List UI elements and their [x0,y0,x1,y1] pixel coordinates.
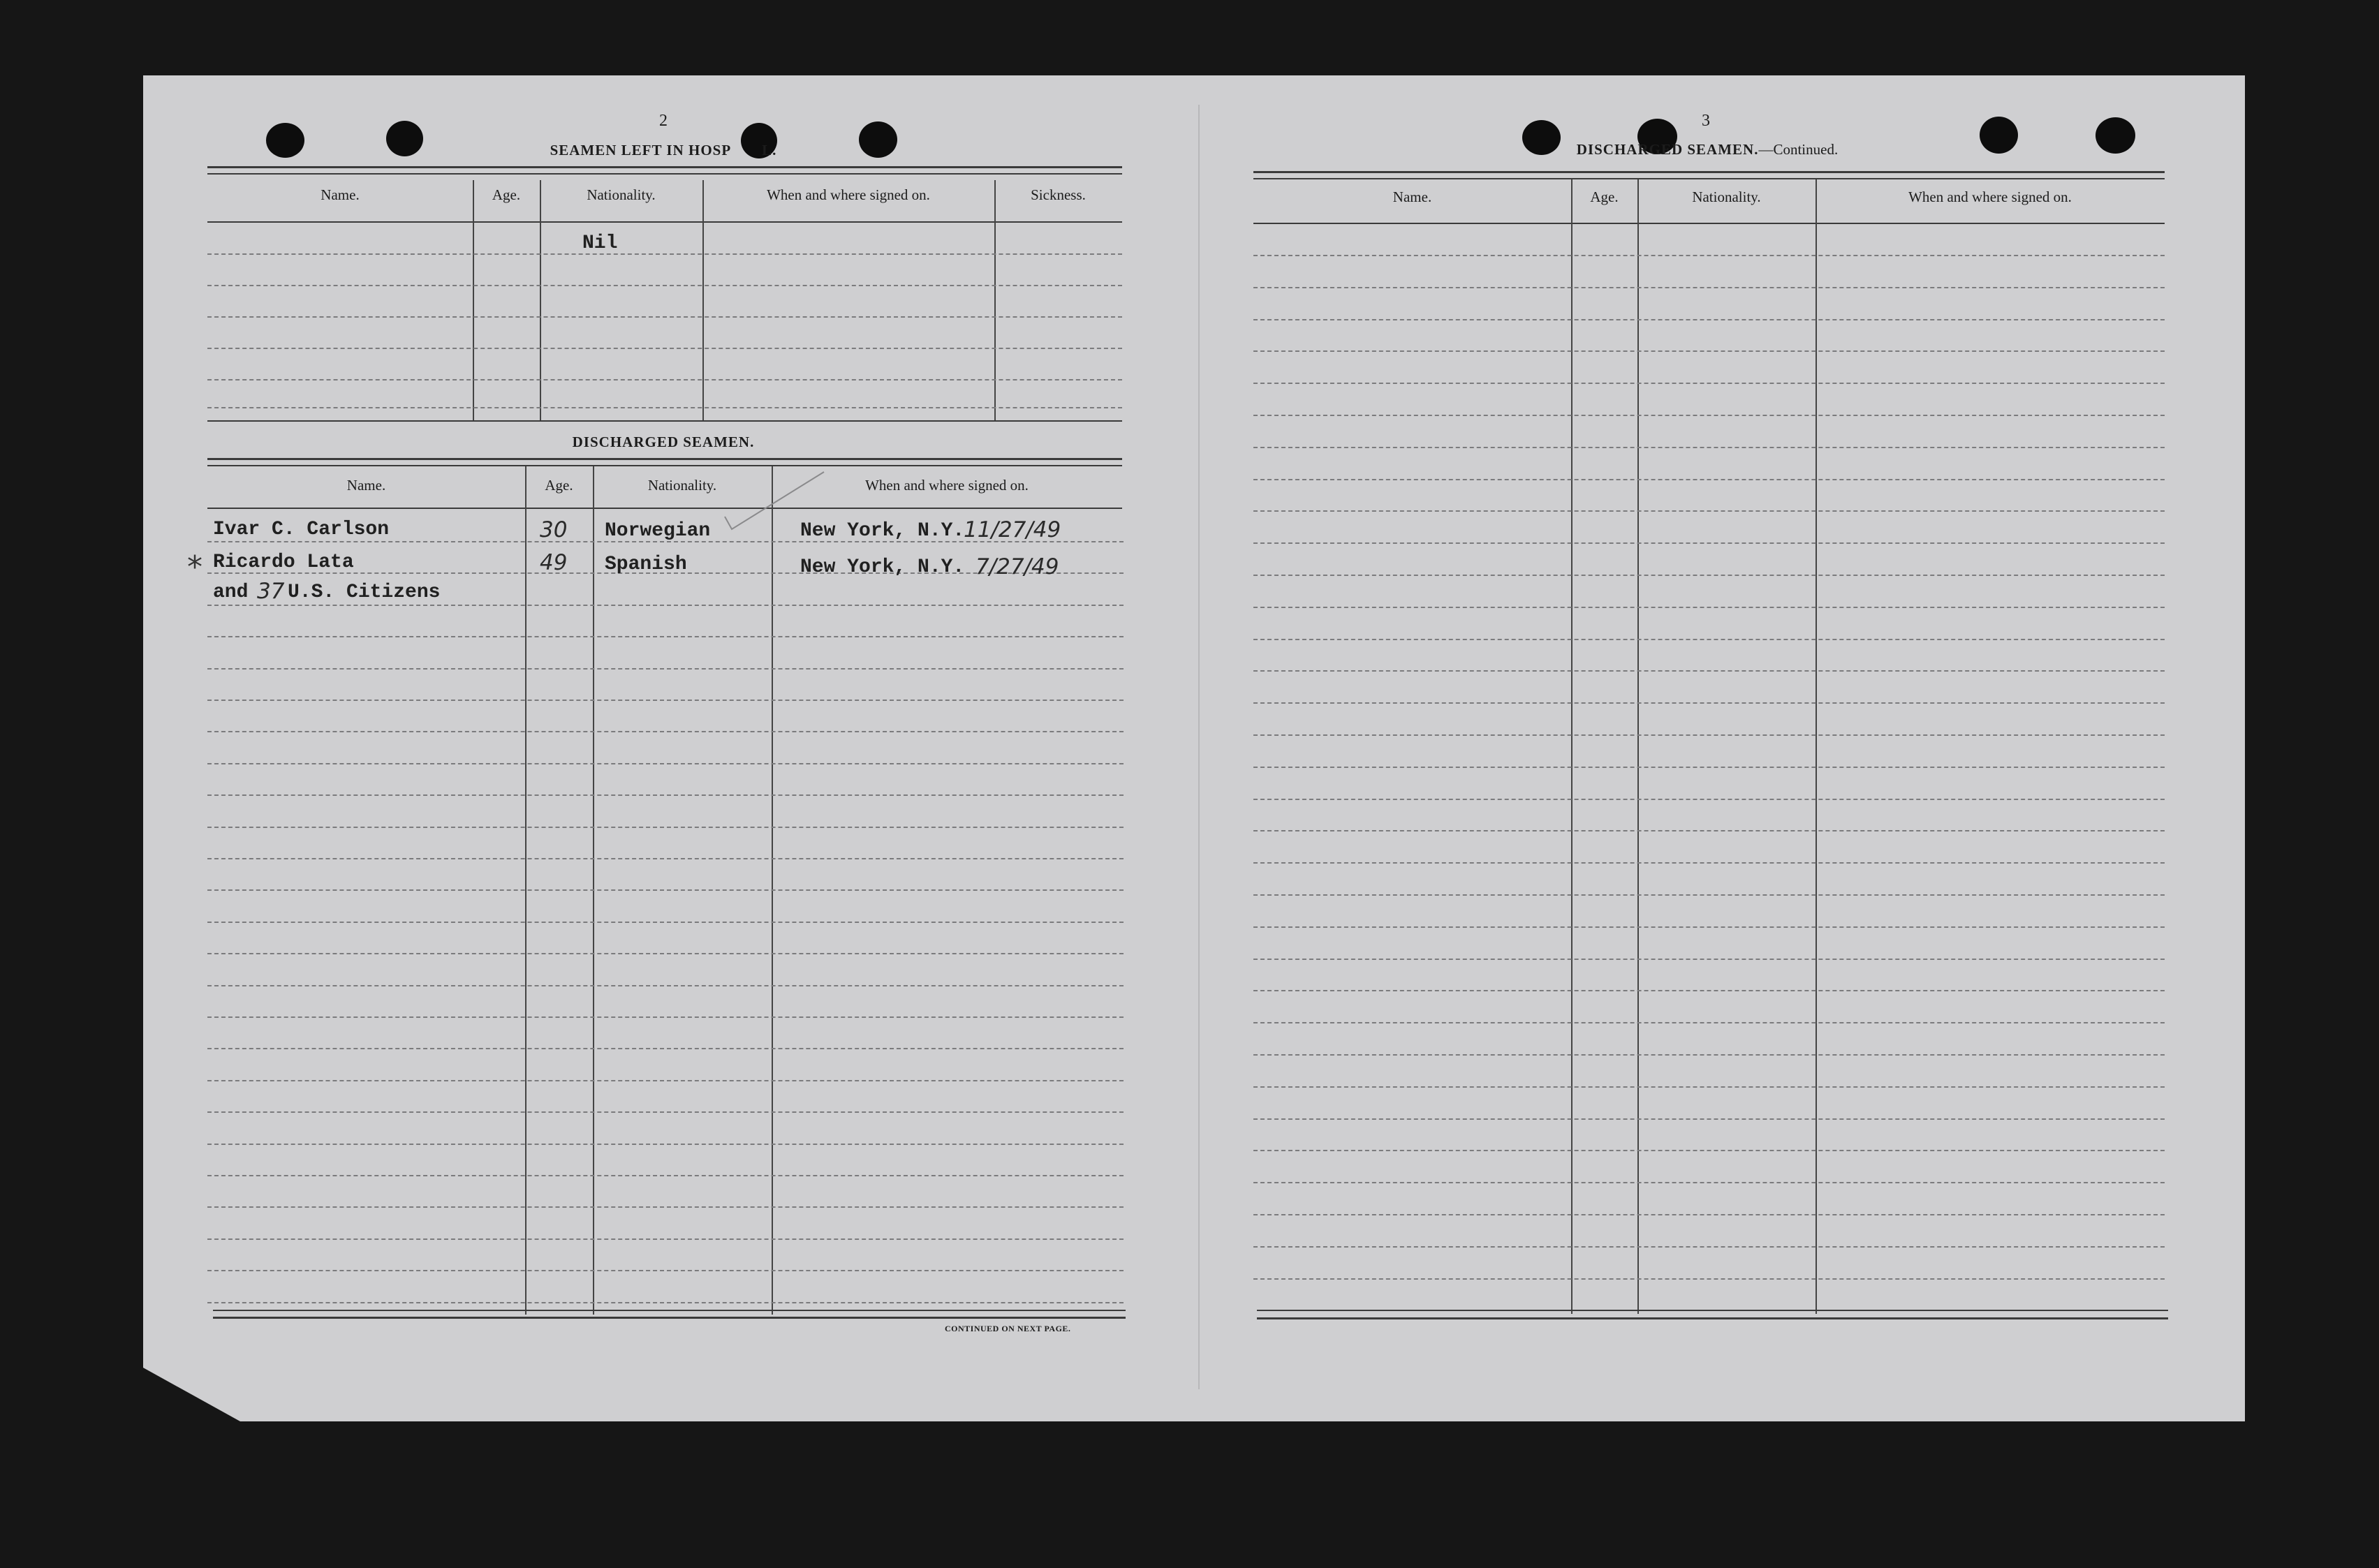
punch-hole [2096,117,2135,154]
entry-line [1253,479,2165,480]
discharged-header-nationality: Nationality. [647,477,717,494]
rule [1253,178,2165,179]
hosp-header-age: Age. [492,186,521,203]
entry-line [207,1144,1124,1145]
entry-line [1253,1278,2165,1280]
entry-line [1253,447,2165,448]
rule [207,173,1122,175]
entry-line [207,1175,1124,1176]
right-header-nationality: Nationality. [1692,188,1761,205]
rule [1253,171,2165,173]
entry-line [207,348,1122,349]
entry-line [1253,383,2165,384]
column-divider [702,180,704,421]
entry-line [207,1080,1124,1081]
entry-line [207,668,1124,670]
discharged-header-name: Name. [346,477,386,494]
row-nationality: Norwegian [605,520,711,542]
entry-line [207,605,1124,606]
hospital-section-title: SEAMEN LEFT IN HOSP L. [550,142,777,158]
rule [207,166,1122,168]
entry-line [1253,926,2165,928]
document-sheet [143,75,2245,1421]
entry-line [1253,702,2165,704]
entry-line [207,794,1124,796]
entry-line [207,379,1122,380]
entry-line [207,1206,1124,1208]
rule [1253,223,2165,224]
check-mark-icon [719,466,831,536]
right-title-main: DISCHARGED SEAMEN. [1576,141,1759,158]
column-divider [1571,179,1573,1314]
entry-line [207,1111,1124,1113]
entry-line [1253,287,2165,288]
hosp-header-signed-on: When and where signed on. [767,186,930,203]
row-name: Ivar C. Carlson [213,519,390,540]
entry-line [1253,639,2165,640]
page-number-left: 2 [659,112,668,130]
entry-line [207,985,1124,986]
column-divider [1637,179,1639,1314]
row-date: 7/27/49 [975,554,1059,579]
right-header-signed-on: When and where signed on. [1908,188,2072,205]
hosp-header-name: Name. [321,186,360,203]
discharged-header-age: Age. [545,477,573,494]
right-section-title [1547,141,1868,158]
entry-line [207,636,1124,637]
row-place: New York, N.Y. [800,556,965,578]
punch-hole [1980,117,2018,154]
entry-line [1253,734,2165,736]
entry-line [207,953,1124,954]
row-place: New York, N.Y. [800,520,965,542]
entry-line [1253,894,2165,896]
entry-line [1253,1118,2165,1120]
right-header-name: Name. [1392,188,1432,205]
entry-line [207,827,1124,828]
entry-line [1253,1182,2165,1183]
rule [207,221,1122,223]
extra-line-prefix: and [213,582,249,603]
rule [1257,1310,2168,1311]
column-divider [994,180,996,421]
entry-line [207,763,1124,764]
entry-line [1253,607,2165,608]
discharged-header-signed-on: When and where signed on. [865,477,1029,494]
entry-line [207,700,1124,701]
entry-line [207,922,1124,923]
discharged-section-title: DISCHARGED SEAMEN. [572,434,755,450]
punch-hole [859,121,897,158]
entry-line [1253,1246,2165,1248]
entry-line [1253,670,2165,672]
entry-line [1253,1086,2165,1088]
entry-line [207,285,1122,286]
row-date: 11/27/49 [964,517,1061,542]
entry-line [1253,1022,2165,1023]
entry-line [207,1238,1124,1240]
column-divider [1815,179,1817,1314]
column-divider [540,180,541,421]
rule [207,465,1122,466]
entry-line [1253,830,2165,831]
entry-line [1253,575,2165,576]
continued-footer: CONTINUED ON NEXT PAGE. [945,1324,1071,1333]
rule [213,1317,1126,1319]
page-fold [1198,105,1200,1389]
entry-line [1253,1150,2165,1151]
hosp-header-nationality: Nationality. [587,186,656,203]
rule [207,458,1122,460]
row-age: 49 [540,550,568,575]
entry-line [207,731,1124,732]
punch-hole [266,123,304,158]
rule [1257,1317,2168,1319]
entry-line [1253,862,2165,864]
entry-line [1253,799,2165,800]
hospital-entry-nil: Nil [582,232,618,254]
row-name: Ricardo Lata [213,552,354,573]
entry-line [207,1016,1124,1018]
entry-line [1253,1054,2165,1056]
row-nationality: Spanish [605,554,687,575]
entry-line [1253,350,2165,352]
entry-line [1253,319,2165,320]
entry-line [1253,990,2165,991]
rule [207,508,1122,509]
entry-line [207,1048,1124,1049]
right-header-age: Age. [1590,188,1619,205]
entry-line [1253,255,2165,256]
rule [213,1310,1126,1311]
extra-line-suffix: U.S. Citizens [288,582,441,603]
punch-hole [386,121,423,156]
entry-line [1253,959,2165,960]
entry-line [207,1302,1124,1303]
entry-line [207,253,1122,255]
row-age: 30 [540,517,568,542]
entry-line [1253,1214,2165,1215]
entry-line [207,407,1122,408]
entry-line [207,316,1122,318]
entry-line [207,858,1124,859]
rule [207,420,1122,422]
entry-line [1253,542,2165,544]
asterisk-mark: * [187,549,202,585]
page-number-right: 3 [1702,112,1710,130]
entry-line [207,889,1124,891]
entry-line [1253,415,2165,416]
column-divider [473,180,474,421]
entry-line [1253,510,2165,512]
extra-line-count: 37 [257,579,285,604]
entry-line [1253,767,2165,768]
hosp-header-sickness: Sickness. [1031,186,1086,203]
entry-line [207,1270,1124,1271]
right-title-continued: —Continued. [1758,141,1839,158]
